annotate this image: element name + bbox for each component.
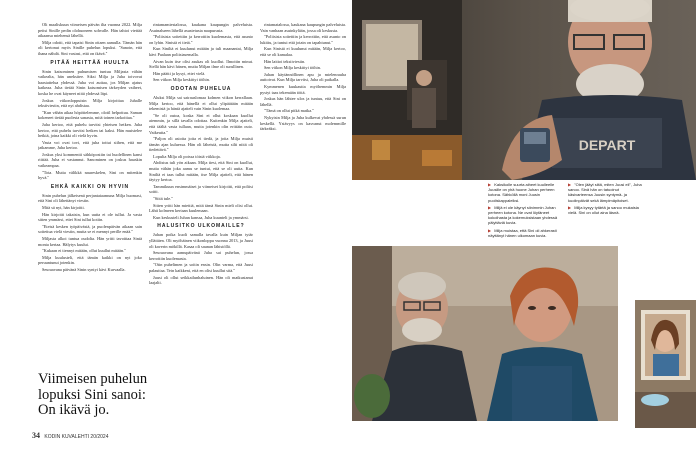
caption-item [488,228,560,238]
article-paragraph: Kun keskusteli Juhan kanssa, Juha kuunteli ja ymmärsi. [153,214,249,220]
article-paragraph: Hän päätti ja kysyi, ettei vielä. [153,70,206,76]
article-paragraph: Seuraavana päivänä Sinin syntyi kävi Kurvaalla. [42,266,126,272]
article-paragraph: Sinin puhelun jälkeisenä perjantaiaamuna Milja huomasi, että Sini oli lähettänyt viestin. [38,192,142,204]
col2-section1 [149,22,253,83]
subheading-4: HALUSITKO ULKOMAILLE? [157,223,245,230]
caption-text: Miljä ei ole käynyt siinimmin Juhan perheen kotona. Ne ovat löytäneet kokoihasta ja kokemuksistaan yhdessä pälyttäviä kuvia. [488,204,558,226]
article-paragraph: Seuraavana aamupäivänä Juha sai puhelun, jossa kerrottiin kuolemasta. [149,250,253,261]
caption-arrow-icon: ▶ [568,182,572,187]
article-paragraph: Juusi oli ollut seikkailunhaluinen. Hän oli matkustanut laajalti. [149,274,253,286]
article-paragraph: "Otin puhelimen ja soitin ensin. Olin varma, että Juusi palauttaa. Tein kaikkeni, että en olisi kuullut sitä." [149,262,253,273]
article-paragraph: Tammikuun ensimmäiset ja viimeiset kirjoitti, että poliisi soitti. [149,183,253,195]
article-paragraph: "Poliisista soitettiin ja kerrottiin, että asunto on lukittu, ja tuntui että jotain on tapahtunut." [260,34,346,45]
pull-headline: Viimeisen puhelun lopuksi Sini sanoi: On ikävä jo. [38,371,148,418]
article-paragraph: Juhan käytännöllinen apu ja mielenrauha auttoivat. Kun Milja tarvitsi, Juha oli paikalla. [260,71,346,83]
article-paragraph: "Eteisä kesken työpäivästä, ja puolenpäivän aikaan sain soitettua vielä viestin, mutta se ei mennyt perille enää." [38,223,142,235]
article-paragraph: Kymmenen kuukautta myöhemmin Milja pystyi taas tekemään töitä. [260,83,346,95]
article-paragraph: Sinin katsominen puhumisen tuntuu Miljasta vähän vaikealta, hän uneksitee. Siksi Milja ja Juha toivovat haastattelua yhdessä. Juha voi auttaa, jos Miljan ajatus katkeaa. Juha tietää Sinin katsomisen tärkeyden vaiheet, koska he ovat käyneet niitä yhdessä läpi. [38,68,142,96]
issue-number: 20/2024 [90,434,109,440]
article-paragraph: Vasta voi ovat tovi, että juha tottui siihen, että me jatkamme, Juha kertoo. [38,139,142,151]
article-paragraph: "Se oli outoa, koska Sini ei ollut koskaan kuollut aiemmin, ja sillä tavalla odottaa. Kuitenkin Milja ajatteli, että täältä vasta tullaan, mutta jotenkin olin erittäin outo. Vaikeutta." [149,112,253,135]
photo-milja-juha-art [352,246,618,421]
caption-text: Milja muistaa, että Sini oli ahkerasti näyttänyt hänen ulkomaan kuvia. [488,227,557,238]
subheading-2: EHKÄ KAIKKI ON HYVIN [50,183,130,190]
caption-text: Kaksikolle suurta aiheet kuulleelle Juusille on yhä huone Juhan perheen kotona. Sähköllä moni Juusin puoliskappaleiksi. [488,182,555,203]
article-paragraph: Hän kirjoitti takaisin, kun uutta ei ole tullut. Ja vasta sitten ymmärsi, ettei Sini tullut kotiin. [38,211,142,223]
article-column-2 [149,22,253,427]
caption-text: "Olen jääyt siitä, miten Juusi eli", Juha sanoo. Sinä hän on tatuoinut käsivarteensa Juusin syntymä- ja kuolinpäivät sekä lämpimäpitoiset. [568,182,642,203]
caption-right [568,182,642,242]
photo-man-tattoo-art [352,0,696,180]
photo-framed-picture-art [635,300,696,428]
article-paragraph: "Siitä tule." [153,196,173,202]
article-paragraph: Hän laittoi tekstiviestin. [264,58,306,64]
article-paragraph: Joskus hän lähtee ulos ja tuntuu, että Sini on lähellä. [260,96,346,107]
col2-section3 [149,232,253,285]
photo-framed-picture [635,300,696,428]
article-paragraph: Mitä sä nyt, hän kirjoitti. [42,205,85,211]
article-paragraph: Miljasta alkoi tuntua oudolta. Hän yritti tavoittaa Siniä monta kertaa. Hälytys kuului. [38,236,142,247]
caption-arrow-icon: ▶ [488,227,492,233]
article-paragraph: "Tota. Mutta välikkä naureskelen, Sini on mitenkin hyvä." [38,169,142,181]
article-paragraph: "Paljon oli asioita joita ei tiedä, ja joita Milja muisti tämän ajan kuluessa. Hän oli läheistä, mutta silti niitä oli tiedettävä." [149,136,253,153]
article-paragraph: Joskus yksi kommentti sähköpostiin tai huolellinen kansi riittää. Juha ei vastannut. Sanominen on joskus hauskin vaikeampaa. [38,151,142,169]
caption-arrow-icon: ▶ [568,204,572,210]
article-paragraph: Ahdistus tuli yön aikaan. Milja tiesi, että Sini on kuollut, mutta vähän joka aamu se tuntui, että se oli uutta. Kun Siniltä ei taas tullut mitään, itse Milja ajatteli, että hänen täytyy kertoa. [149,160,253,183]
col1-section2 [38,193,142,273]
subheading-1: PITÄÄ HEITTÄÄ HUULTA [50,59,130,66]
caption-item [488,182,560,203]
article-paragraph: "Poliisista soitettiin ja kerrottiin kuolemasta, että asunto on lyhin. Sinistä ei tietä." [149,34,253,45]
article-paragraph: Oli maaliskuun viimeisen päivän ilta vuonna 2022. Milja peitsi Sinille pedin olohuoneen sohvalle. Hän tahtoi viettää aikaansa miehensä lähellä. [38,22,142,39]
photo-man-tattoo [352,0,696,180]
caption-item [488,205,560,226]
article-paragraph: Sen viikon Milja keskittyi töihin. [264,65,321,71]
page-number: 34 [32,431,40,440]
article-paragraph: Milja odotti, että tapaisi Sinin ottaen aamulla. Tämän hän oli kertonut myös Sinille puhelun lopuksi. "Sanoin, että ihana nähdä. Sini vastasi, että on ikävä." [38,39,142,56]
article-paragraph: rintamatalossa, kaukana kaupungin palveluista. Vain vanhaan asuinkylään, jossa oli keskusta. [260,22,346,33]
article-paragraph: Aivan kuin itse olisi asukas oli kuollut. Ilmoitin minut. Siellä hän kävi hänen, mutta Miljan ilme oli surullinen. [149,58,253,70]
article-paragraph: Nykyisin Milja ja Juha kulkevat yhdessä surun keskellä. Ystävyys on kasvanut molemmille tärkeäksi. [260,114,346,132]
caption-item [568,182,642,203]
col1-intro [38,22,142,57]
article-paragraph: rintamamiestalossa, kaukana kaupungin palveluista. Asuinalueen lähellä asustetusta naapurusta. [149,22,253,33]
caption-left [488,182,560,242]
article-column-1 [38,22,142,362]
caption-arrow-icon: ▶ [488,204,492,210]
article-paragraph: Juha kertoo, että puhelu tarvitsi yhteisen hetken. Juha kertoo, että puhelu tarvitsi hetken tai kaksi. Hän muistelee hetkiä, joina kaikki oli vielä hyvin. [38,121,142,139]
article-paragraph: "Kun vähän aikaa höpöttelemme, olotil helpottuu. Saman kokeneet tietää puolesta sanasta, mitä toinen tarkoittaa." [38,109,142,121]
caption-text: Milja kysyy tytärtä ja sanoo mukaisia vielä. Sini on ollut aina läsnä. [568,204,639,216]
article-paragraph: Kun Siniltä ei kuulunut mitään ja tuli maanantai, Milja kävi Paalaan poliisiasemalla. [149,46,253,57]
article-paragraph: Juhan poika kuoli samalla tavalla kuin Miljan tytär yllättäen. Oli myöhäinen viikonloppu vuonna 2013, ja Juusi oli kaverin mökillä. Kasaa oli saunan lähistöllä. [149,232,253,249]
caption-item [568,205,642,215]
article-paragraph: "Kukaan ei tiennyt mitään, ollut kuullut mitään." [42,248,126,254]
subheading-3: ODOTAN PUHELUA [170,85,232,92]
svg-text:DEPART: DEPART [578,137,636,153]
magazine-name: KODIN KUVALEHTI [44,434,90,440]
caption-arrow-icon: ▶ [488,182,492,187]
article-column-3 [260,22,346,427]
col1-section1 [38,69,142,181]
article-paragraph: Milja kuulusteli, että tämän kaikki on nyt joko peruuntunut jotenkin. [38,254,142,266]
col2-section2 [149,95,253,220]
col3-text [260,22,346,132]
page-footer [32,431,109,440]
article-paragraph: Lopulta Milja oli poissa töistä viikkoja. [153,153,221,159]
article-paragraph: Sen viikon Milja keskittyi töihin. [153,77,210,83]
article-paragraph: Kun Sinistä ei kuulunut mitään, Milja kertoo, että se oli kamalaa. [260,46,346,57]
article-paragraph: Joskus viikonloppuisin Milja kirjoittaa Juhalle tekstiviestin, että nyt ahdistaa. [38,97,142,109]
article-paragraph: "Tämä on ollut pitkä matka." [264,108,314,114]
photo-milja-juha [352,246,618,421]
article-paragraph: Aluksi Milja sai sairauslomaa kolmen viikon kerrallaan. Milja kertoo, että hänellä ei ollut ylipäätään mitään tekemistä ja häntä ajatteli vain Sinin kuolemaa. [149,94,253,112]
article-paragraph: Sitten yritti hän miettiä, mitä tämä Sinin mieli olisi ollut. Lähti kolmeen kertaan kuulemaan. [149,202,253,214]
